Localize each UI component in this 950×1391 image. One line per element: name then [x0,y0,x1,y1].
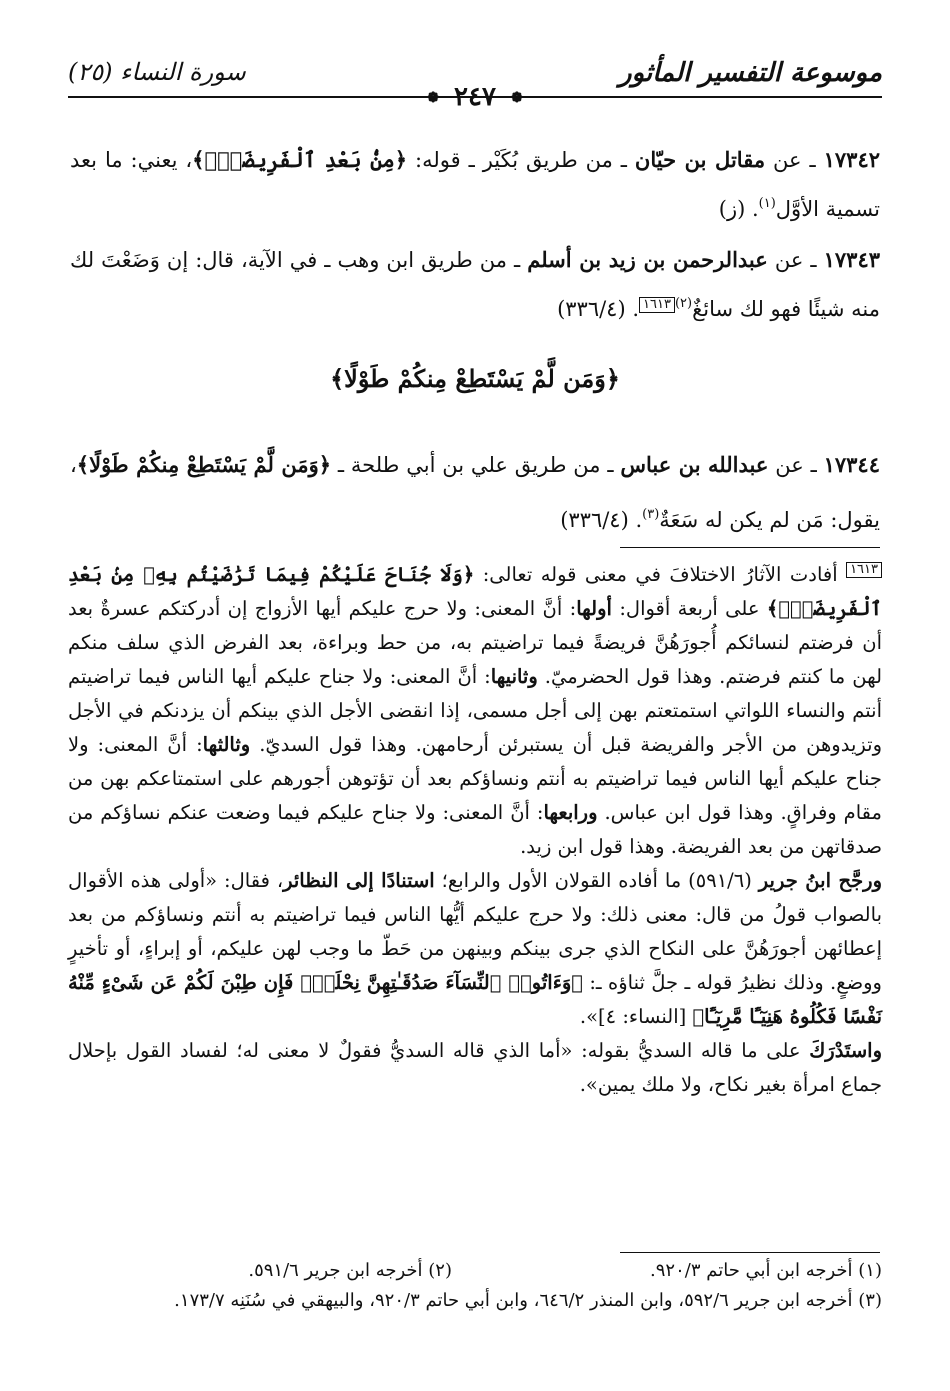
quran-quote: ﴿مِنْۢ بَعْدِ ٱلْفَرِيضَةِۚ﴾ [192,147,408,172]
surah-label: سورة النساء (٢٥) [68,58,246,86]
quran-quote: ﴿وَلَا جُنَاحَ عَلَيْكُمْ فِيمَا تَرَٰضَيْتُم بِهِۦ مِنۢ بَعْدِ ٱلْفَرِيضَةِۚ﴾ [68,563,882,620]
opinion-label: وثالثها [202,733,251,756]
entry-text: ـ عن [774,248,817,272]
narrator-name: عبدالله بن عباس [620,452,769,477]
method-label: استنادًا إلى النظائر [283,869,435,892]
entry-tail: . (٣٣٦/٤) [560,508,643,532]
commentary-paragraph [68,864,882,1034]
narration-entry [70,238,880,331]
narrator-name: عبدالرحمن بن زيد بن أسلم [527,247,768,272]
footnotes-divider [620,1252,880,1253]
page-number: ٢٤٧ [454,82,496,112]
entry-text: ـ عن [775,453,817,477]
entry-text: ـ عن [773,148,816,172]
istidrak-label: واستَدْرَكَ [809,1039,883,1062]
commentary-paragraph [68,1034,882,1102]
commentary-ref-box: ١٦١٣ [846,562,882,578]
footnote-ref: (١) [758,196,776,211]
commentary-ref-box: ١٦١٣ [639,297,675,313]
footnote-3: (٣) أخرجه ابن جرير ٥٩٢/٦، وابن المنذر ٦٤٦/٢، وابن أبي حاتم ٩٢٠/٣، والبيهقي في سُنَنِه ١٧٣/٧. [174,1290,882,1311]
opinion-label: وثانيها [490,665,538,688]
narration-entry [70,440,880,545]
commentary-text: (٥٩١/٦) ما أفاده القولان الأول والرابع؛ [441,869,752,892]
footnote-ref: (٣) [642,507,660,522]
entry-number: ١٧٣٤٣ [823,247,881,272]
footnote-ref: (٢) [674,296,693,311]
entry-text: ـ من طريق علي بن أبي طلحة ـ [337,453,614,477]
book-title: موسوعة التفسير المأثور [619,58,882,88]
entry-number: ١٧٣٤٤ [823,452,880,477]
entry-text: ـ من طريق ابن وهب ـ في الآية، قال: إن وَضَعْتَ لك منه شيئًا فهو لك سائغٌ [70,248,880,321]
commentary-block [68,558,882,1102]
commentary-text: : أنَّ المعنى: ولا جناح عليكم فيما وضعت عنكم نساؤكم من صدقاتهن من بعد الفريضة. وهذا قول ابن زيد. [68,801,882,858]
commentary-text: : أنَّ المعنى: ولا جناح عليكم أيها الناس فيما تراضيتم أنتم والنساء اللواتي استمتعتم بهن إلى أجل مسمى، إذا انقضى الأجل الذي بينكم أن يزدنكم في الأجل وتزيدوهن من الأجر والفريضة قبل أن يستبرئن أرحامهن. وهذا قول السديّ. [68,665,882,756]
footnote-1: (١) أخرجه ابن أبي حاتم ٩٢٠/٣. [650,1260,882,1281]
ornament-icon: ❁ [427,90,439,106]
surah-reference: [النساء: ٤]». [579,1005,687,1028]
narration-entry [70,138,880,231]
opinion-label: أولها [576,597,612,620]
commentary-text: : أنَّ المعنى: ولا حرج عليكم أيها الأزواج إن أدركتكم عسرةٌ بعد أن فرضتم لنسائكم أُجورَهُنَّ فريضةً فيما تراضيتم به، من حط وبراءة، بعد الفرض الذي سلف منكم لهن ما كنتم فرضتم. وهذا قول الحضرميّ. [68,597,883,688]
commentary-paragraph [68,558,882,864]
footnote-2: (٢) أخرجه ابن جرير ٥٩١/٦. [248,1260,452,1281]
quran-quote: ﴿وَءَاتُوا۟ ٱلنِّسَآءَ صَدُقَـٰتِهِنَّ نِحْلَةًۚ فَإِن طِبْنَ لَكُمْ عَن شَىْءٍ مِّنْهُ نَفْسًا فَكُلُوهُ هَنِيٓـًٔا مَّرِيٓـًٔا﴾ [68,971,882,1028]
quran-quote: ﴿وَمَن لَّمْ يَسْتَطِعْ مِنكُمْ طَوْلًا﴾ [76,452,332,477]
entry-tail: . (٣٣٦/٤) [557,297,640,321]
entry-text: ، يعني: ما بعد تسمية الأوَّل [70,148,880,221]
commentary-text: على أربعة أقوال: [619,597,760,620]
opinion-label: ورابعها [543,801,598,824]
commentary-text: على ما قاله السديُّ بقوله: «أما الذي قاله السديُّ فقولٌ لا معنى له؛ لفساد القول بإحلال جماع امرأة بغير نكاح، ولا ملك يمين». [68,1039,882,1096]
commentary-text: : أنَّ المعنى: ولا جناح عليكم أيها الناس فيما تراضيتم به أنتم ونساؤكم بعد أن تؤتوهن أجورهم على استمتاعكم بهن من مقام وفراقٍ. وهذا قول ابن عباس. [68,733,882,824]
narrator-name: مقاتل بن حيّان [634,147,766,172]
commentary-text: ، فقال: «أولى هذه الأقوال بالصواب قولُ من قال: معنى ذلك: ولا حرج عليكم أيُّها الناس فيما تراضيتم به أنتم ونساؤكم من بعد إعطائهن أجورَهُنَّ على النكاح الذي جرى بينكم وبينهن من حَطّ ما وجب لهن عليكم، أو إبراءٍ، أو تأخيرٍ ووضعٍ. وذلك نظيرُ قوله ـ جلَّ ثناؤه ـ: [68,869,882,994]
entry-text: ـ من طريق بُكَيْر ـ قوله: [415,148,627,172]
ornament-icon: ❁ [511,90,523,106]
commentary-divider [620,547,880,548]
tarjih-label: ورجَّح ابنُ جرير [758,869,882,892]
commentary-text: أفادت الآثارُ الاختلافَ في معنى قوله تعالى: [482,563,838,586]
entry-number: ١٧٣٤٢ [823,147,881,172]
entry-tail: . (ز) [718,197,759,221]
header-divider [68,96,882,98]
entry-text: ، يقول: مَن لم يكن له سَعَةٌ [70,453,880,532]
section-heading: ﴿وَمَن لَّمْ يَسْتَطِعْ مِنكُمْ طَوْلًا﴾ [330,364,620,393]
